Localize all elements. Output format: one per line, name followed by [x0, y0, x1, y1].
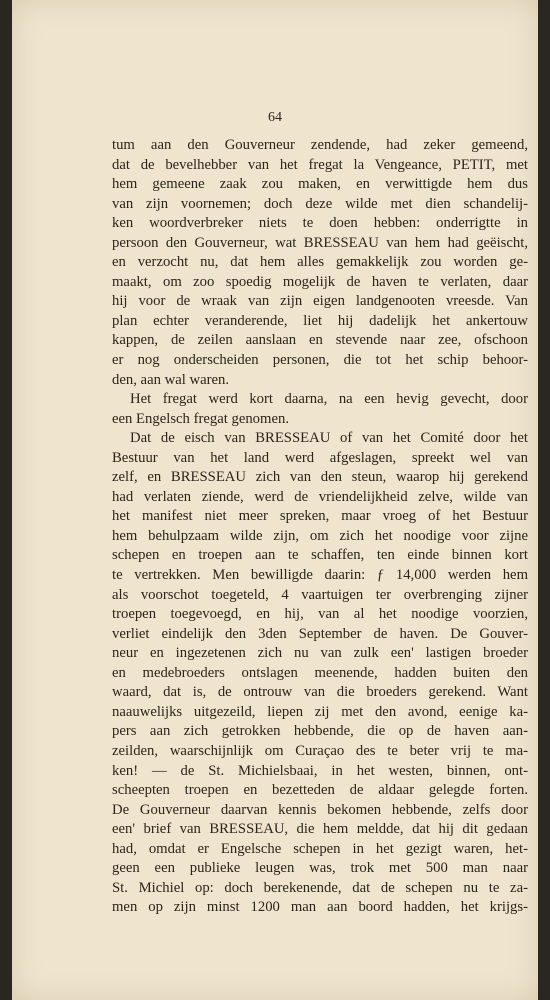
text-line: en verzocht nu, dat hem alles gemakkelijk zou worden ge-: [112, 254, 528, 271]
text-line: een Engelsch fregat genomen.: [112, 410, 289, 427]
text-line: hij voor de wraak van zijn eigen landgenooten vreesde. Van: [112, 293, 528, 310]
text-line: te vertrekken. Men bewilligde daarin: ƒ 14,000 werden hem: [112, 567, 528, 584]
text-line: en medebroeders ontslagen meenende, hadden buiten den: [112, 664, 528, 681]
text-line: pers aan zich getrokken hebbende, die op de haven aan-: [112, 723, 528, 740]
text-line: Het fregat werd kort daarna, na een hevig gevecht, door: [130, 391, 528, 408]
text-line: een' brief van BRESSEAU, die hem meldde, dat hij dit gedaan: [112, 821, 528, 838]
text-line: er nog onderscheiden personen, die tot het schip behoor-: [112, 352, 528, 369]
text-line: zeilden, waarschijnlijk om Curaçao des te beter vrij te ma-: [112, 742, 528, 759]
text-line: waard, dat is, de ontrouw van die broeders gerekend. Want: [112, 684, 528, 701]
text-line: neur en ingezetenen zich nu van zulk een' lastigen broeder: [112, 645, 528, 662]
text-line: De Gouverneur daarvan kennis bekomen hebbende, zelfs door: [112, 801, 528, 818]
text-line: verliet eindelijk den 3den September de haven. De Gouver-: [112, 625, 528, 642]
text-line: had verlaten ziende, werd de vriendelijkheid zelve, wilde van: [112, 488, 528, 505]
text-line: als voorschot toegeteld, 4 vaartuigen ter overbrenging zijner: [112, 586, 528, 603]
text-line: zelf, en BRESSEAU zich van den steun, waarop hij gerekend: [112, 469, 528, 486]
text-line: ken woordverbreker niets te doen hebben: onderrigtte in: [112, 215, 528, 232]
text-line: scheepten troepen en bezetteden de aldaar gelegde forten.: [112, 782, 528, 799]
text-line: kappen, de zeilen aanslaan en stevende naar zee, ofschoon: [112, 332, 528, 349]
text-line: het manifest niet meer spreken, maar vroeg of het Bestuur: [112, 508, 528, 525]
book-page: [12, 0, 538, 1000]
text-line: Dat de eisch van BRESSEAU of van het Comité door het: [130, 430, 528, 447]
text-line: men op zijn minst 1200 man aan boord hadden, het krijgs-: [112, 899, 528, 916]
text-line: hem gemeene zaak zou maken, en verwittigde hem dus: [112, 176, 528, 193]
text-line: geen een publieke leugen was, trok met 500 man naar: [112, 860, 528, 877]
text-line: dat de bevelhebber van het fregat la Vengeance, PETIT, met: [112, 156, 528, 173]
text-line: persoon den Gouverneur, wat BRESSEAU van hem had geëischt,: [112, 234, 528, 251]
text-line: van zijn voornemen; doch deze wilde met dien schandelij-: [112, 195, 528, 212]
text-line: hem behulpzaam wilde zijn, om zich het noodige voor zijne: [112, 527, 528, 544]
text-line: ken! — de St. Michielsbaai, in het westen, binnen, ont-: [112, 762, 528, 779]
text-line: schepen en troepen aan te schaffen, ten einde binnen kort: [112, 547, 528, 564]
text-line: naauwelijks uitgezeild, liepen zij met den avond, eenige ka-: [112, 703, 528, 720]
text-line: maakt, om zoo spoedig mogelijk de haven te verlaten, daar: [112, 273, 528, 290]
page-number: 64: [268, 110, 282, 125]
text-line: had, omdat er Engelsche schepen in het gezigt waren, het-: [112, 840, 528, 857]
body-text: [112, 136, 528, 918]
text-line: troepen toegevoegd, en hij, van al het noodige voorzien,: [112, 606, 528, 623]
text-line: den, aan wal waren.: [112, 371, 230, 388]
text-line: St. Michiel op: doch berekenende, dat de schepen nu te za-: [112, 879, 528, 896]
text-line: tum aan den Gouverneur zendende, had zeker gemeend,: [112, 137, 528, 153]
text-line: plan echter veranderende, liet hij dadelijk het ankertouw: [112, 312, 528, 329]
text-line: Bestuur van het land werd afgeslagen, spreekt wel van: [112, 449, 528, 466]
